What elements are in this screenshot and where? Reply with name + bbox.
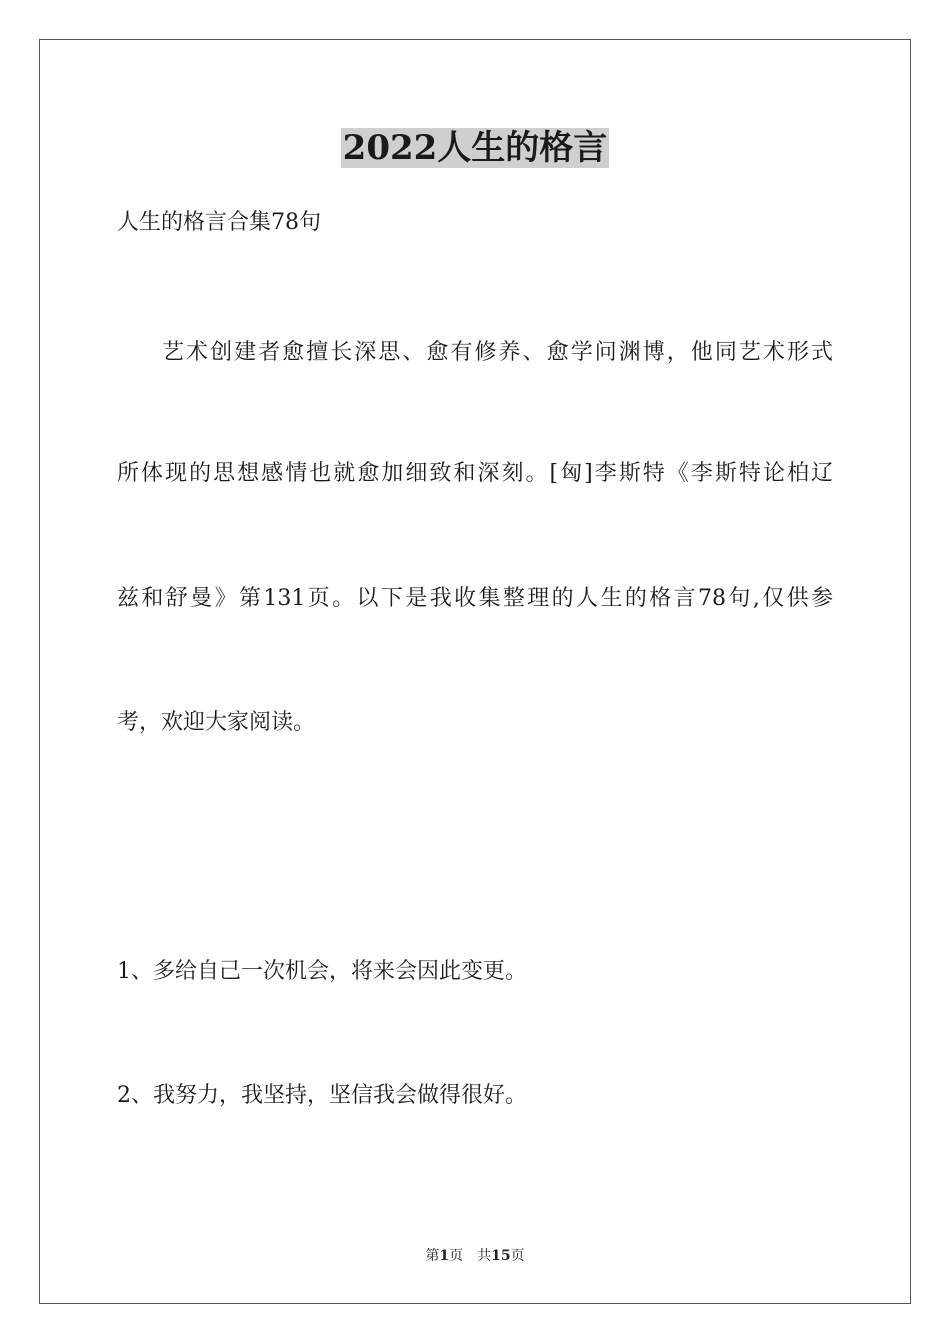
- footer-total-prefix: 共: [477, 1248, 492, 1264]
- page-footer: [0, 1246, 950, 1266]
- footer-page-number: 1: [439, 1248, 450, 1264]
- document-title: [0, 126, 950, 170]
- intro-line-4: 考，欢迎大家阅读。: [117, 710, 316, 735]
- footer-page-suffix: 页: [449, 1248, 464, 1264]
- list-item: 1、多给自己一次机会，将来会因此变更。: [117, 959, 527, 984]
- intro-line-3: 兹和舒曼》第131页。以下是我收集整理的人生的格言78句,仅供参: [117, 586, 833, 611]
- footer-page-prefix: 第: [425, 1248, 440, 1264]
- footer-total-suffix: 页: [510, 1248, 525, 1264]
- footer-total-pages: 15: [491, 1248, 511, 1264]
- document-title-text: 2022人生的格言: [342, 128, 608, 168]
- list-item: 2、我努力，我坚持，坚信我会做得很好。: [117, 1083, 527, 1108]
- intro-line-1: 艺术创建者愈擅长深思、愈有修养、愈学问渊博，他同艺术形式: [162, 340, 833, 365]
- intro-line-2: 所体现的思想感情也就愈加细致和深刻。[匈]李斯特《李斯特论柏辽: [117, 461, 833, 486]
- document-subtitle: 人生的格言合集78句: [117, 210, 321, 235]
